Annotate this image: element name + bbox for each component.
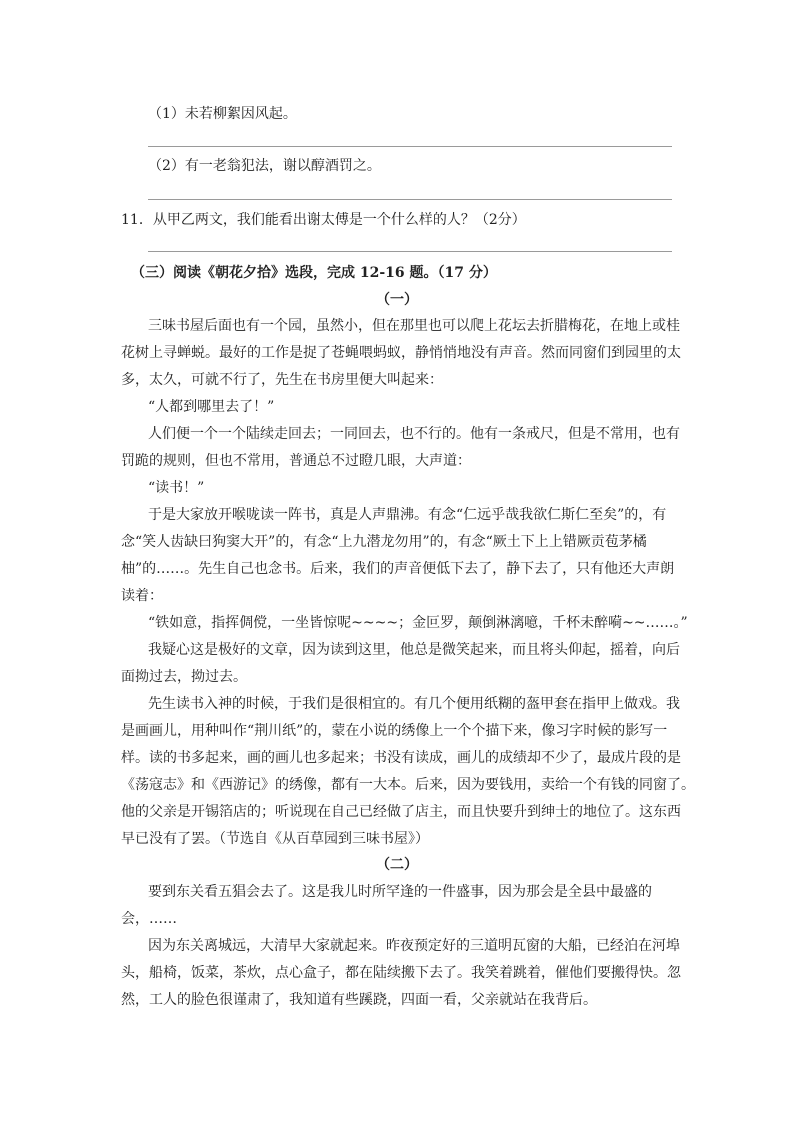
passage-line: 我疑心这是极好的文章，因为读到这里，他总是微笑起来，而且将头仰起，摇着，向后 xyxy=(148,642,680,658)
passage-line: “铁如意，指挥倜傥，一坐皆惊呢~~~~；金叵罗，颠倒淋漓噫，千杯未醉嗬~~……。” xyxy=(148,615,688,631)
passage-line: 然，工人的脸色很谨肃了，我知道有些蹊跷，四面一看，父亲就站在我背后。 xyxy=(121,992,597,1008)
passage-line: 三味书屋后面也有一个园，虽然小，但在那里也可以爬上花坛去折腊梅花，在地上或桂 xyxy=(148,318,680,334)
passage-line: 样。读的书多起来，画的画儿也多起来；书没有读成，画儿的成绩却不少了，最成片段的是 xyxy=(121,750,681,766)
question-11: 11．从甲乙两文，我们能看出谢太傅是一个什么样的人？（2分） xyxy=(121,212,526,228)
passage-line: “读书！” xyxy=(148,480,205,496)
passage-line: 多，太久，可就不行了，先生在书房里便大叫起来： xyxy=(121,372,443,388)
passage-line: 面拗过去，拗过去。 xyxy=(121,669,247,685)
passage-line: 先生读书入神的时候，于我们是很相宜的。有几个便用纸糊的盔甲套在指甲上做戏。我 xyxy=(148,696,680,712)
passage-line: 是画画儿，用种叫作“荆川纸”的，蒙在小说的绣像上一个个描下来，像习字时候的影写一 xyxy=(121,723,668,739)
passage-line: 人们便一个一个陆续走回去；一同回去，也不行的。他有一条戒尺，但是不常用，也有 xyxy=(148,426,680,442)
passage-line: 因为东关离城远，大清早大家就起来。昨夜预定好的三道明瓦窗的大船，已经泊在河埠 xyxy=(148,938,680,954)
question-10-1: （1）未若柳絮因风起。 xyxy=(148,106,297,122)
passage-line: 花树上寻蝉蜕。最好的工作是捉了苍蝇喂蚂蚁，静悄悄地没有声音。然而同窗们到园里的太 xyxy=(121,345,681,361)
passage-line: 于是大家放开喉咙读一阵书，真是人声鼎沸。有念“仁远乎哉我欲仁斯仁至矣”的，有 xyxy=(148,507,667,523)
passage-line: 罚跪的规则，但也不常用，普通总不过瞪几眼，大声道： xyxy=(121,453,471,469)
answer-line xyxy=(148,199,672,200)
passage-line: 会，…… xyxy=(121,911,177,927)
passage-line: “人都到哪里去了！” xyxy=(148,399,275,415)
passage-line: 要到东关看五猖会去了。这是我儿时所罕逢的一件盛事，因为那会是全县中最盛的 xyxy=(148,884,652,900)
passage-line: 早已没有了罢。（节选自《从百草园到三味书屋》） xyxy=(121,831,429,847)
answer-line xyxy=(148,251,672,252)
part-label-2: （二） xyxy=(376,857,418,873)
passage-line: 读着： xyxy=(121,588,163,604)
passage-line: 头，船椅，饭菜，茶炊，点心盒子，都在陆续搬下去了。我笑着跳着，催他们要搬得快。忽 xyxy=(121,965,681,981)
passage-line: 念“笑人齿缺曰狗窦大开”的，有念“上九潜龙勿用”的，有念“厥土下上上错厥贡苞茅橘 xyxy=(121,534,647,550)
question-10-2: （2）有一老翁犯法，谢以醇酒罚之。 xyxy=(148,158,381,174)
passage-line: 《荡寇志》和《西游记》的绣像，都有一大本。后来，因为要钱用，卖给一个有钱的同窗了。 xyxy=(121,777,695,793)
part-label-1: （一） xyxy=(376,292,418,308)
answer-line xyxy=(148,146,672,147)
passage-line: 他的父亲是开锡箔店的；听说现在自己已经做了店主，而且快要升到绅士的地位了。这东西 xyxy=(121,804,681,820)
section-heading: （三）阅读《朝花夕拾》选段，完成 12-16 题。（17 分） xyxy=(131,265,497,281)
passage-line: 柚”的……。先生自己也念书。后来，我们的声音便低下去了，静下去了，只有他还大声朗 xyxy=(121,561,675,577)
